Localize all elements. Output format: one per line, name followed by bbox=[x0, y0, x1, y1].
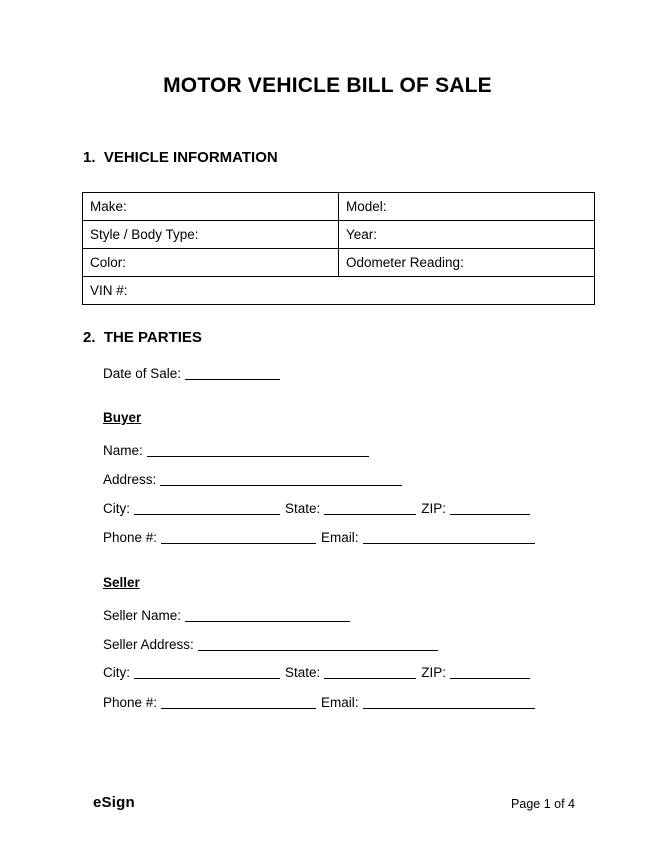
buyer-name-field[interactable] bbox=[147, 443, 369, 457]
seller-state-field[interactable] bbox=[324, 665, 416, 679]
odometer-field-cell[interactable] bbox=[339, 249, 595, 277]
buyer-state-label: State: bbox=[285, 501, 321, 516]
section-2-heading: 2. THE PARTIES bbox=[83, 329, 202, 346]
seller-name-label: Seller Name: bbox=[103, 608, 182, 623]
color-field-cell[interactable] bbox=[83, 249, 339, 277]
make-field-cell[interactable] bbox=[83, 193, 339, 221]
buyer-address-field[interactable] bbox=[160, 472, 402, 486]
style-field-cell[interactable] bbox=[83, 221, 339, 249]
style-label: Style / Body Type: bbox=[90, 227, 199, 242]
buyer-city-label: City: bbox=[103, 501, 130, 516]
document-title: MOTOR VEHICLE BILL OF SALE bbox=[163, 74, 492, 97]
date-of-sale-field[interactable] bbox=[185, 366, 280, 380]
year-field-cell[interactable] bbox=[339, 221, 595, 249]
table-row-style-year bbox=[83, 221, 595, 249]
buyer-address-row bbox=[103, 470, 402, 488]
buyer-zip-label: ZIP: bbox=[421, 501, 447, 516]
buyer-city-field[interactable] bbox=[134, 501, 280, 515]
buyer-section-heading: Buyer bbox=[103, 410, 142, 425]
seller-zip-label: ZIP: bbox=[421, 665, 447, 680]
page-indicator: Page 1 of 4 bbox=[511, 797, 575, 811]
esign-logo: eSign bbox=[93, 794, 135, 811]
seller-address-label: Seller Address: bbox=[103, 637, 194, 652]
seller-address-row bbox=[103, 635, 438, 653]
seller-phone-email-row bbox=[103, 693, 535, 711]
date-of-sale-label: Date of Sale: bbox=[103, 366, 182, 381]
buyer-state-field[interactable] bbox=[324, 501, 416, 515]
buyer-address-label: Address: bbox=[103, 472, 157, 487]
year-label: Year: bbox=[346, 227, 378, 242]
vin-field-cell[interactable] bbox=[83, 277, 595, 305]
table-row-vin bbox=[83, 277, 595, 305]
buyer-email-label: Email: bbox=[321, 530, 359, 545]
buyer-phone-field[interactable] bbox=[161, 530, 316, 544]
model-field-cell[interactable] bbox=[339, 193, 595, 221]
seller-email-field[interactable] bbox=[363, 695, 535, 709]
seller-address-field[interactable] bbox=[198, 637, 438, 651]
section-1-heading: 1. VEHICLE INFORMATION bbox=[83, 149, 278, 166]
seller-email-label: Email: bbox=[321, 695, 359, 710]
model-label: Model: bbox=[346, 199, 387, 214]
buyer-email-field[interactable] bbox=[363, 530, 535, 544]
vehicle-info-table bbox=[82, 192, 595, 305]
make-label: Make: bbox=[90, 199, 127, 214]
buyer-phone-label: Phone #: bbox=[103, 530, 158, 545]
buyer-city-state-zip-row bbox=[103, 499, 530, 517]
color-label: Color: bbox=[90, 255, 127, 270]
date-of-sale-row bbox=[103, 364, 280, 382]
seller-city-state-zip-row bbox=[103, 663, 530, 681]
seller-city-field[interactable] bbox=[134, 665, 280, 679]
buyer-name-label: Name: bbox=[103, 443, 143, 458]
buyer-name-row bbox=[103, 441, 369, 459]
seller-section-heading: Seller bbox=[103, 575, 140, 590]
buyer-zip-field[interactable] bbox=[450, 501, 530, 515]
seller-name-field[interactable] bbox=[185, 608, 350, 622]
buyer-phone-email-row bbox=[103, 528, 535, 546]
seller-name-row bbox=[103, 606, 350, 624]
odometer-label: Odometer Reading: bbox=[346, 255, 464, 270]
seller-city-label: City: bbox=[103, 665, 130, 680]
seller-state-label: State: bbox=[285, 665, 321, 680]
table-row-make-model bbox=[83, 193, 595, 221]
table-row-color-odometer bbox=[83, 249, 595, 277]
seller-phone-label: Phone #: bbox=[103, 695, 158, 710]
seller-phone-field[interactable] bbox=[161, 695, 316, 709]
seller-zip-field[interactable] bbox=[450, 665, 530, 679]
vin-label: VIN #: bbox=[90, 283, 128, 298]
